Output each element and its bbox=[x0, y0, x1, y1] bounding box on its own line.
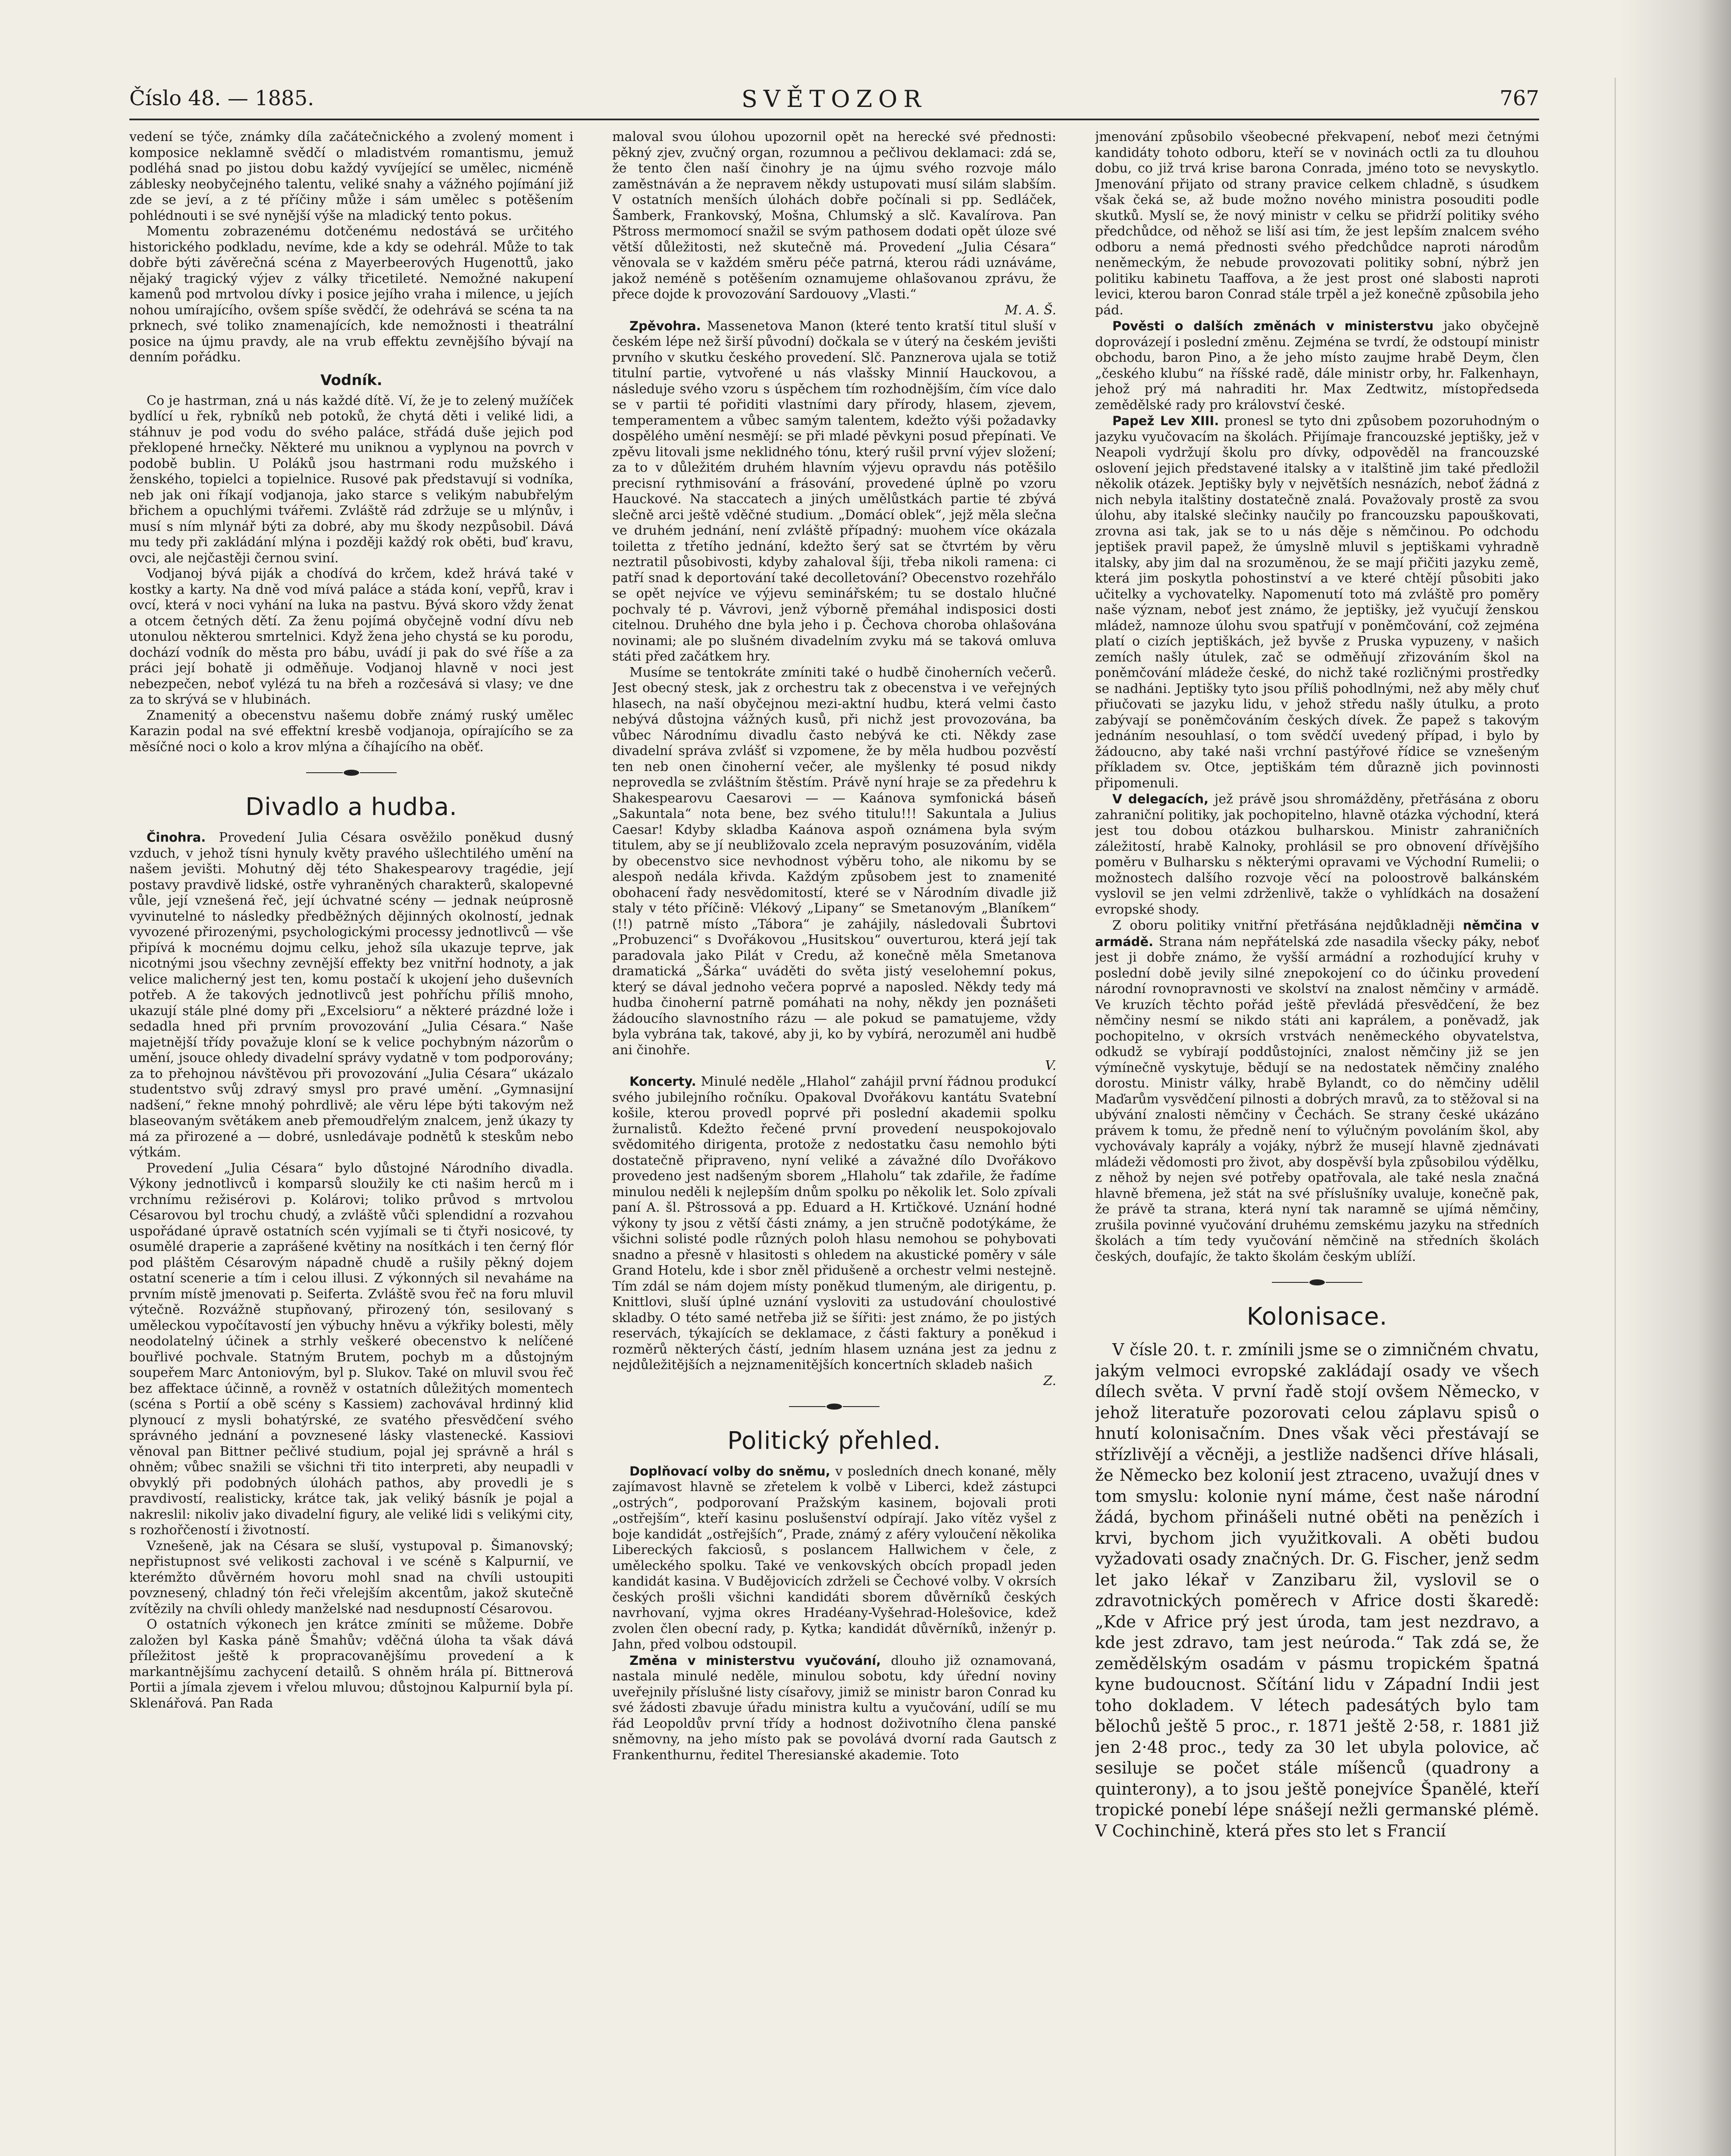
column-2 bbox=[612, 129, 1056, 2156]
newspaper-page bbox=[129, 82, 1539, 2156]
section-heading-politicky: Politický přehled. bbox=[727, 1426, 941, 1455]
article-paragraph: Vodjanoj bývá piják a chodívá do krčem, kdež hrává také v kostky a karty. Na dně vod mívá paláce a stáda koní, vepřů, krav i ovcí, která v noci vyhání na luka na pastvu. Bývá skoro vždy ženat a otcem četných dětí. Za ženu pojímá obyčejně vodní dívu neb utonulou některou smrtelnici. Když žena jeho chystá se ku porodu, dochází vodník do města pro bábu, uvádí ji pak do své říše a za práci její bohatě ji odměňuje. Vodjanoj hlavně v noci jest nebezpečen, neboť vylézá tu na břeh a rozčesává si vlasy; ve dne za to skrývá se v hlubinách. bbox=[129, 566, 573, 707]
paragraph-lead: Pověsti o dalších změnách v ministerstvu bbox=[1112, 319, 1434, 333]
article-paragraph: Provedení „Julia Césara“ bylo důstojné Národního divadla. Výkony jednotlivců i komparsů sloužily ke cti našim herců m i vrchnímu režisérovi p. Kolárovi; toliko průvod s mrtvolou Césarovou byl trochu chudý, a zvláště vůči splendidní a rozvahou uspořádané úpravě ostatních scén vyjímali se ti čtyři nosicové, ty osumělé draperie a zaprášené květiny na nosítkách i ten černý flór pod pláštěm Césarovým nápadně chudě a rušily pěkný dojem ostatní scenerie a tím i celou illusi. Z výkonných sil nevaháme na prvním místě jmenovati p. Seiferta. Zvláště svou řeč na foru mluvil výtečně. Rozvážně stupňovaný, přirozený tón, sesilovaný s uměleckou vypočítavostí jen výbuchy hněvu a výkřiky bolesti, měly neodolatelný účinek a strhly veškeré obecenstvo k nelíčené bouřlivé pochvale. Statným Brutem, pochyb m a důstojným soupeřem Marc Antoniovým, byl p. Slukov. Také on mluvil svou řeč bez affektace účinně, a rovněž v ostatních důležitých momentech (scéna s Portií a obě scény s Kassiem) zachovával hrdinný klid plynoucí z mysli bohatýrské, ze svatého přesvědčení svého správného jednání a povznesené lásky vlastenecké. Kassiovi věnoval pan Bittner pečlivé studium, pojal jej správně a hrál s ohněm; vůbec snažili se všichni tři tito interpreti, aby neupadli v obvyklý při podobných úlohách pathos, aby provedli je s pravdivostí, realisticky, krátce tak, jak veliký básník je pojal a nakreslil: nikoliv jako divadelní figury, ale veliké lidi s velikými city, s rozhořčeností i životností. bbox=[129, 1160, 573, 1538]
article-paragraph: maloval svou úlohou upozornil opět na herecké své přednosti: pěkný zjev, zvučný organ, rozumnou a pečlivou deklamaci: zdá se, že tento člen naší činohry je na újmu svého rozvoje málo zaměstnáván a že nepravem někdy ustupovati musí silám slabším. V ostatních menších úlohách dobře počínali si pp. Sedláček, Šamberk, Frankovský, Mošna, Chlumský a slč. Kavalírova. Pan Pštross mermomocí snažil se svým pathosem dodati opět úloze své větší důležitosti, než skutečně má. Provedení „Julia Césara“ věnovala se v každém směru péče patrná, kterou rádi uznáváme, jakož neméně s potěšením oznamujeme ohlašovanou zprávu, že přece dojde k provozování Sardouovy „Vlasti.“ bbox=[612, 129, 1056, 302]
author-signature: Z. bbox=[1043, 1373, 1056, 1388]
article-text: Minulé neděle „Hlahol“ zahájil první řádnou produkcí svého jubilejního ročníku. Opakoval Dvořákovu kantátu Svatební košile, kterou provedl poprvé při poslední akademii spolku žurnalistů. Kdežto řečené první provedení neuspokojovalo svědomitého dirigenta, protože z nedostatku času nemohlo býti dostatečně připraveno, nyní veliké a závažné dílo Dvořákovo provedeno jest nadšeným sborem „Hlaholu“ tak zdařile, že řadíme minulou neděli k nejlepším dnům spolku po několik let. Solo zpívali paní A. šl. Pštrossová a pp. Eduard a H. Krtičkové. Uznání hodné výkony ty jsou z větší části známy, a jen stručně podotýkáme, že všichni solisté podle různých poloh hlasu nemohou se pohybovati snadno a přesně v hlasitosti s ohledem na akustické poměry v sále Grand Hotelu, kde i sbor zněl přidušeně a orchestr velmi nestejně. Tím zdál se nám dojem místy poněkud tlumeným, ale dirigentu, p. Knittlovi, sluší úplné uznání vysloviti za ustudování choulostivé skladby. O této samé netřeba již se šířiti: jest známo, že po jistých reservách, týkajících se deklamace, z části faktury a poněkud i rozměrů některých částí, jedním hlasem uznána jest za jednu z nejdůležitějších a nejznamenitějších koncertních skladeb našich bbox=[612, 1074, 1056, 1373]
column-3 bbox=[1095, 129, 1539, 2156]
article-text: pronesl se tyto dni způsobem pozoruhodným o jazyku vyučovacím na školách. Přijímaje francouzské jeptišky, jež v Neapoli vydržují školu pro dívky, odpověděl na francouzské oslovení jejich představené italsky a v italštině jim také předložil několik otázek. Jeptišky byly v největších nesnázích, neboť žádná z nich nebyla italštiny dostatečně znalá. Považovaly prostě za svou úlohu, aby italské slečinky naučily po francouzsku papouškovati, zrovna asi tak, jak se to u nás děje s němčinou. Po odchodu jeptišek pravil papež, že úmyslně mluvil s jeptiškami vyhradně italsky, aby jim dal na srozuměnou, že se mají přičiti jazyku země, která jim poskytla pohostinství a ve které chtějí působiti jako učitelky a vychovatelky. Napomenutí toto má zvláště pro poměry naše význam, neboť jest známo, že jeptišky, jež vyučují ženskou mládež, namnoze úlohu svou spatřují v poněmčování, což zejména platí o cizích jeptiškách, jež byvše z Pruska vypuzeny, v našich zemích našly útulek, zač se odměňují zřizováním škol na poněmčování mládeže české, do nichž také rozličnými prostředky se nadháni. Jeptišky tyto jsou příliš pohodlnými, než aby měly chuť přiučovati se jazyku lidu, v jehož středu našly útulku, a proto zabývají se poněmčováním českých dívek. Že papež s takovým jednáním nesouhlasí, o tom svědčí uvedený případ, i bylo by žádoucno, aby také naši vrchní pastýřové řídice se vznešeným příkladem sv. Otce, jeptiškám tém důrazně jich povinnosti připomenuli. bbox=[1095, 414, 1539, 791]
header-rule bbox=[129, 119, 1539, 120]
page-edge-shadow bbox=[1619, 0, 1731, 2156]
section-heading-divadlo: Divadlo a hudba. bbox=[245, 793, 457, 821]
article-text: Z oboru politiky vnitřní přetřásána nejdůkladněji bbox=[1112, 918, 1455, 933]
article-text: dlouho již oznamovaná, nastala minulé neděle, minulou sobotu, kdy úřední noviny uveřejnily příslušné listy císařovy, jimiž se ministr baron Conrad ku své žádosti zbavuje úřadu ministra kultu a vyučování, udílí se mu řád Leopoldův první třídy a hodnost doživotního člena panské sněmovny, na jeho místo pak se povolává dvorní rada Gautsch z Frankenthurnu, ředitel Theresianské akademie. Toto bbox=[612, 1653, 1056, 1763]
ornament-divider bbox=[1268, 1275, 1367, 1290]
article-text: v posledních dnech konané, měly zajímavost hlavně se zřetelem k volbě v Liberci, kdež zástupci „ostrých“, podporovaní Pražským kasinem, bojovali proti „ostřejším“, kteří kasinu poslušenství odpírají. Jako vítěz vyšel z boje kandidát „ostřejších“, Prade, známý z aféry vyloučení několika Libereckých fakciosů, s poslancem Hallwichem v čele, z uměleckého spolku. Také ve venkovských obcích propadl jeden kandidát kasina. V Budějovicích zdrželi se Čechové volby. V okrsích českých prošli všichni kandidáti sborem důvěrníků českých navrhovaní, vyjma okres Hradéany-Vyšehrad-Holešovice, kdež zvolen člen obecní rady, p. Kytka; kandidát důvěrníků, inženýr p. Jahn, před volbou odstoupil. bbox=[612, 1463, 1056, 1652]
paragraph-lead: Zpěvohra. bbox=[629, 318, 701, 333]
page-number: 767 bbox=[1499, 86, 1539, 110]
section-heading-vodnik: Vodník. bbox=[320, 371, 382, 389]
author-signature: V. bbox=[1045, 1058, 1056, 1073]
article-text: Massenetova Manon (které tento kratší titul sluší v českém lépe než širší původní) dočkala se v úterý na českém jevišti prvního v skutku českého provedení. Slč. Panznerova ujala se totiž titulní partie, vytvořené u nás vlašsky Minnií Hauckovou, a následuje svého vzoru s úspěchem tím rozhodnějším, čím více dalo se v partii té pořiditi vlastními dary přírody, hlasem, zjevem, temperamentem a vůbec samým talentem, kdežto výši požadavky dospělého umění nesmějí: se při mladé pěvkyni posud přepínati. Ve zpěvu litovali jsme neklidného tónu, který rušil první výjev složení; za to v důležitém druhém hlavním výjevu opravdu nás potěšilo precisní rythmisování a frásování, provedené úplně po vzoru Hauckové. Na staccatech a jiných umělůstkách partie té zbývá slečně arci ještě vděčné studium. „Domácí oblek“, jejž měla slečna ve druhém jednání, není zvláště případný: muohem více okázala toiletta z třetího jednání, kdežto šerý sat se čtvrtém by věru neztratil působivosti, kdyby zahaloval šíji, třeba nikoli ramena: ci patří snad k deportování také decolletování? Obecenstvo rozehřálo se opět nejvíce ve výjevu seminářském; tu se dostalo hlučné pochvaly té p. Vávrovi, jenž výborně přemáhal indisposici dosti citelnou. Druhého dne byla jeho i p. Čechova choroba ohlašována novinami; ale po slušném divadelním zvyku má se taková omluva státi před začátkem hry. bbox=[612, 318, 1056, 664]
page-header bbox=[129, 82, 1539, 116]
article-paragraph: Znamenitý a obecenstvu našemu dobře známý ruský umělec Karazin podal na své effektní kresbě vodjanoja, opírajícího se za měsíčné noci o kolo a krov mlýna a číhajícího na oběť. bbox=[129, 708, 573, 755]
article-paragraph: Momentu zobrazenému dotčenému nedostává se určitého historického podkladu, nevíme, kde a kdy se odehrál. Může to tak dobře býti závěrečná scéna z Mayerbeerových Hugenottů, jako nějaký tragický výjev z války třicetileté. Nemožné nakupení kamenů pod mrtvolou dívky i posice jejího vraha i milence, u jejích nohou umírajícího, ovšem spíše svědčí, že odehrává se scéna ta na prknech, své toliko znamenajících, kde nemožnosti i theatrální posice na újmu pravdy, ale na vrub effektu zevnějšího bývají na denním pořádku. bbox=[129, 224, 573, 365]
column-1 bbox=[129, 129, 573, 2156]
article-paragraph: Musíme se tentokráte zmíniti také o hudbě činoherních večerů. Jest obecný stesk, jak z orchestru tak z obecenstva i ve veřejných hlasech, na naší obyčejnou mezi-aktní hudbu, která velmi často nebývá důstojna vážných kusů, při nichž jest provozována, ba vůbec Národnímu divadlu často nebývá ke cti. Někdy zase divadelní správa zvlášť si vzpomene, že by měla hudbou pozvěstí ten neb onen činoherní večer, ale myšlenky té posud nikdy neprovedla se zvláštním štěstím. Právě nyní hraje se za předehru k Shakespearovu Caesarovi — — Kaánova symfonická báseň „Sakuntala“ nota bene, bez svého titulu!!! Sakuntala a Julius Caesar! Kdyby skladba Kaánova aspoň oznámena byla svým titulem, aby se jí neubližovalo zcela nepravým posuzováním, viděla by obecenstvo sice nevhodnost výběru toho, ale nikomu by se alespoň nedála křivda. Každým způsobem jest to znamenité obohacení řady nesvědomitostí, které se v Národním divadle již staly v této příčině: Vlékový „Lipany“ se Smetanovým „Blaníkem“ (!!) patrně místo „Tábora“ je zahájily, následovali Šubrtovi „Probuzenci“ s Dvořákovou „Husitskou“ ouverturou, která její tak paradovala jako Pilát v Credu, až konečně měla Smetanova dramatická „Šárka“ uváděti do světa jistý veselohemní pokus, který se dával jednoho večera poprvé a naposled. Někdy tedy má hudba činoherní patrně pomáhati na nohy, někdy jen poznášeti žádoucího slavnostního rázu — ale pokud se pamatujeme, vždy byla vybrána tak, takové, aby ji, ko by vybírá, nerozuměl ani hudbě ani činohře. bbox=[612, 664, 1056, 1058]
article-paragraph: Vznešeně, jak na Césara se sluší, vystupoval p. Šimanovský; nepřistupnost své velikosti zachoval i ve scéně s Kalpurnií, ve kterémžto důvěrném hovoru mohl snad na chvíli ustoupiti povznesený, chladný tón řeči vřelejším akcentům, jakož skutečně zvítězily na chvíli ohledy manželské nad nesdupností Césarovou. bbox=[129, 1538, 573, 1617]
section-heading-kolonisace: Kolonisace. bbox=[1246, 1303, 1388, 1331]
article-text: Provedení Julia Césara osvěžilo poněkud dusný vzduch, v jehož tísni hynuly květy pravého ušlechtilého umění na našem jevišti. Mohutný děj této Shakespearovy tragédie, její postavy pravdivě lidské, ostře vyhraněných charakterů, skalopevné vůle, její vznešená řeč, její úchvatné scény — jednak neúprosně vyvinutelné to následky předběžných dějinných okolností, jednak vyvozené přirozenými, psychologickými processy jednotlivců — vše připívá k mocnému dojmu celku, jehož síla ukazuje teprve, jak nicotnými jsou všechny zevnější effekty bez vnitřní hodnoty, a jak velice malicherný jest ten, komu postačí k ukojení jeho duševních potřeb. A že takových jednotlivců jest pohříchu příliš mnoho, ukazují stále plné domy při „Excelsioru“ a některé prázdné lože i sedadla hned při prvním provozování „Julia Césara.“ Naše majetnější třídy považuje kloní se k velice pochybným názorům o umění, jsouce ohledy divadelní správy vydatně v tom podporovány; za to přehojnou návštěvou při provozování „Julia Césara“ ukázalo studentstvo svůj zdravý smysl pro pravé umění. „Gymnasijní nadšení,“ řekne mnohý pohrdlivě; ale věru lépe býti takovým než blaseovaným světákem aneb přemoudřelým znalcem, jenž úkazy ty má za přirozené a — dobré, usnledávaje podnětů k steskům nebo výtkám. bbox=[129, 830, 573, 1160]
article-text: Strana nám nepřátelská zde nasadila všecky páky, neboť jest ji dobře známo, že vyšší armádní a rozhodující kruhy v poslední době jevily silné znepokojení co do účinku provedení národní rovnopravnosti ve skolství na znalost němčiny v armádě. Ve kruzích těchto pořád ještě převládá přesvědčení, že bez němčiny nesmí se nikdo státi ani kaprálem, a poněvadž, jak pochopitelno, v okrsích vrstvách neněmeckého obyvatelstva, odkudž se vybírají poddůstojníci, znalost němčiny již se jen výmínečně vyskytuje, bědují se na nedostatek němčiny znalého dorostu. Ministr války, hrabě Bylandt, co do němčiny udělil Maďarům vysvědčení pilnosti a dobrých mravů, za to stěžoval si na ubývání znalosti němčiny v Čechách. Se strany české ukázáno právem k tomu, že předně není to výlučným povoláním škol, aby vychovávaly kaprály a vojáky, nýbrž že musejí hlavně zjednávati mládeži vědomosti pro život, aby dospěvší byla způsobilou výdělku, z něhož by nejen své potřeby opatřovala, ale také nesla značná hlavně břemena, jež stát na své příslušníky uvaluje, konečně pak, že právě ta strana, která nyní tak naramně se ujímá němčiny, zrušila povinné vyučování druhému zemskému jazyku na středních školách a tím tedy vyučování němčině na středních školách českých, doufajíc, že takto školám českým ublíží. bbox=[1095, 934, 1539, 1264]
paragraph-lead: němčina v armádě. bbox=[1095, 918, 1539, 949]
paragraph-lead: Papež Lev XIII. bbox=[1112, 414, 1219, 428]
article-paragraph: O ostatních výkonech jen krátce zmíniti se můžeme. Dobře založen byl Kaska páně Šmahův; vděčná úloha ta však dává příležitost ještě k propracovanějšímu provedení a k markantnějšímu zachycení detailů. S ohněm hrála pí. Bittnerová Portii a jímala zjevem i vřelou mluvou; důstojnou Kalpurnií byla pí. Sklenářová. Pan Rada bbox=[129, 1617, 573, 1711]
paragraph-lead: Změna v ministerstvu vyučování, bbox=[629, 1653, 881, 1668]
article-paragraph: Co je hastrman, zná u nás každé dítě. Ví, že je to zelený mužíček bydlící u řek, rybníků neb potoků, že chytá děti i veliké lidi, a stáhnuv je pod vodu do svého paláce, střádá duše jejich pod překlopené hrnečky. Některé mu uniknou a vyplynou na povrch v podobě bublin. U Poláků jsou hastrmani rodu mužského i ženského, topielci a topielnice. Rusové pak představují si vodníka, neb jak oni říkají vodjanoja, jako starce s velikým nabubřelým břichem a opuchlými tvářemi. Zvláště rád zdržuje se u mlýnův, i musí s ním mlynář býti za dobré, aby mu škody nezpůsobil. Dává mu tedy při zakládání mlýna i později každý rok oběti, buď kravu, ovci, ale nejčastěji černou sviní. bbox=[129, 393, 573, 566]
article-text: jež právě jsou shromážděny, přetřásána z oboru zahraniční politiky, jak pochopitelno, hlavně otázka východní, která jest tou dobou otázkou bulharskou. Ministr zahraničních záležitostí, hrabě Kalnoky, prohlásil se pro obnovení dřívějšího poměru v Bulharsku s některými opravami ve Východní Rumelii; o možnostech dalšího rozvoje věcí na poloostrově balkánském vyslovil se jen velmi zdrženlivě, takže o vyhlídkách na dosažení evropské shody. bbox=[1095, 792, 1539, 917]
page-edge-line bbox=[1615, 78, 1616, 2156]
article-paragraph: vedení se týče, známky díla začátečnického a zvolený moment i komposice neklamně svědčí o mladistvém romantismu, jemuž podléhá snad po jistou dobu každý vyvíjející se umělec, nicméně záblesky neobyčejného talentu, veliké snahy a vážného pojímání již zde se jeví, a z té příčiny může i sám umělec s potěšením pohlédnouti i se své nynější výše na mladický tento pokus. bbox=[129, 129, 573, 223]
article-text: jako obyčejně doprovázejí i poslední změnu. Zejména se tvrdí, že odstoupí ministr obchodu, baron Pino, a že jeho místo zaujme hrabě Deym, člen „českého klubu“ na říšské radě, dále ministr orby, hr. Falkenhayn, jehož prý má nahraditi hr. Max Zedtwitz, místopředseda zemědělské rady pro království české. bbox=[1095, 319, 1539, 413]
kolonisace-article bbox=[1095, 1303, 1539, 1841]
paragraph-lead: Doplňovací volby do sněmu, bbox=[629, 1463, 830, 1479]
article-paragraph: jmenování způsobilo všeobecné překvapení, neboť mezi četnými kandidáty tohoto odboru, kteří se v novinách octli za tu dlouhou dobu, co již trvá krise barona Conrada, jméno toto se nevyskytlo. Jmenování přijato od strany pravice celkem chladně, s úsudkem však čeká se, až bude možno nového ministra posouditi podle skutků. Myslí se, že nový ministr v celku se přidrží politiky svého předchůdce, od něhož se liší asi tím, že jest lepším znalcem svého odboru a nemá přednosti svého předchůdce naproti národům neněmeckým, že nebude provozovati politiky sobní, nýbrž jen politiku kabinetu Taaffova, a že jest prost oné slabosti naproti levici, kterou baron Conrad stále trpěl a jež konečně způsobila jeho pád. bbox=[1095, 129, 1539, 318]
magazine-title: SVĚTOZOR bbox=[741, 85, 927, 113]
paragraph-lead: Koncerty. bbox=[629, 1074, 696, 1089]
paragraph-lead: Činohra. bbox=[147, 830, 206, 845]
issue-label: Číslo 48. — 1885. bbox=[129, 86, 314, 110]
article-paragraph: V čísle 20. t. r. zmínili jsme se o zimničném chvatu, jakým velmoci evropské zakládají osady ve všech dílech světa. V první řadě stojí ovšem Německo, v jehož literatuře pozorovati celou záplavu spisů o hnutí kolonisačním. Dnes však věci přestávají se střízlivějí a věcněji, a jestliže nadšenci dříve hlásali, že Německo bez kolonií jest ztraceno, uvažují dnes v tom smyslu: kolonie nyní máme, čest naše národní žádá, bychom přinášeli nutné oběti na penězích i krvi, bychom jich využitkovali. A oběti budou vyžadovati osady značných. Dr. G. Fischer, jenž sedm let jako lékař v Zanzibaru žil, vyslovil se o zdravotnických poměrech v Africe dosti škaredě: „Kde v Africe prý jest úroda, tam jest nezdravo, a kde jest zdravo, tam jest neúroda.“ Tak zdá se, že zemědělským osadám v pásmu tropickém špatná kyne budoucnost. Sčítání lidu v Západní Indii jest toho dokladem. V létech padesátých bylo tam bělochů ještě 5 proc., r. 1871 ještě 2·58, r. 1881 již jen 2·48 proc., tedy za 30 let ubyla polovice, ač sesiluje se počet stále míšenců (quadrony a quinterony), a to jsou ještě ponejvíce Španělé, kteří tropické ponebí lépe snášejí nežli germanské plémě. V Cochinchině, která přes sto let s Francií bbox=[1095, 1340, 1539, 1840]
ornament-divider bbox=[302, 765, 401, 780]
paragraph-lead: V delegacích, bbox=[1112, 792, 1209, 806]
ornament-divider bbox=[785, 1399, 884, 1414]
author-signature: M. A. Š. bbox=[1005, 302, 1056, 318]
